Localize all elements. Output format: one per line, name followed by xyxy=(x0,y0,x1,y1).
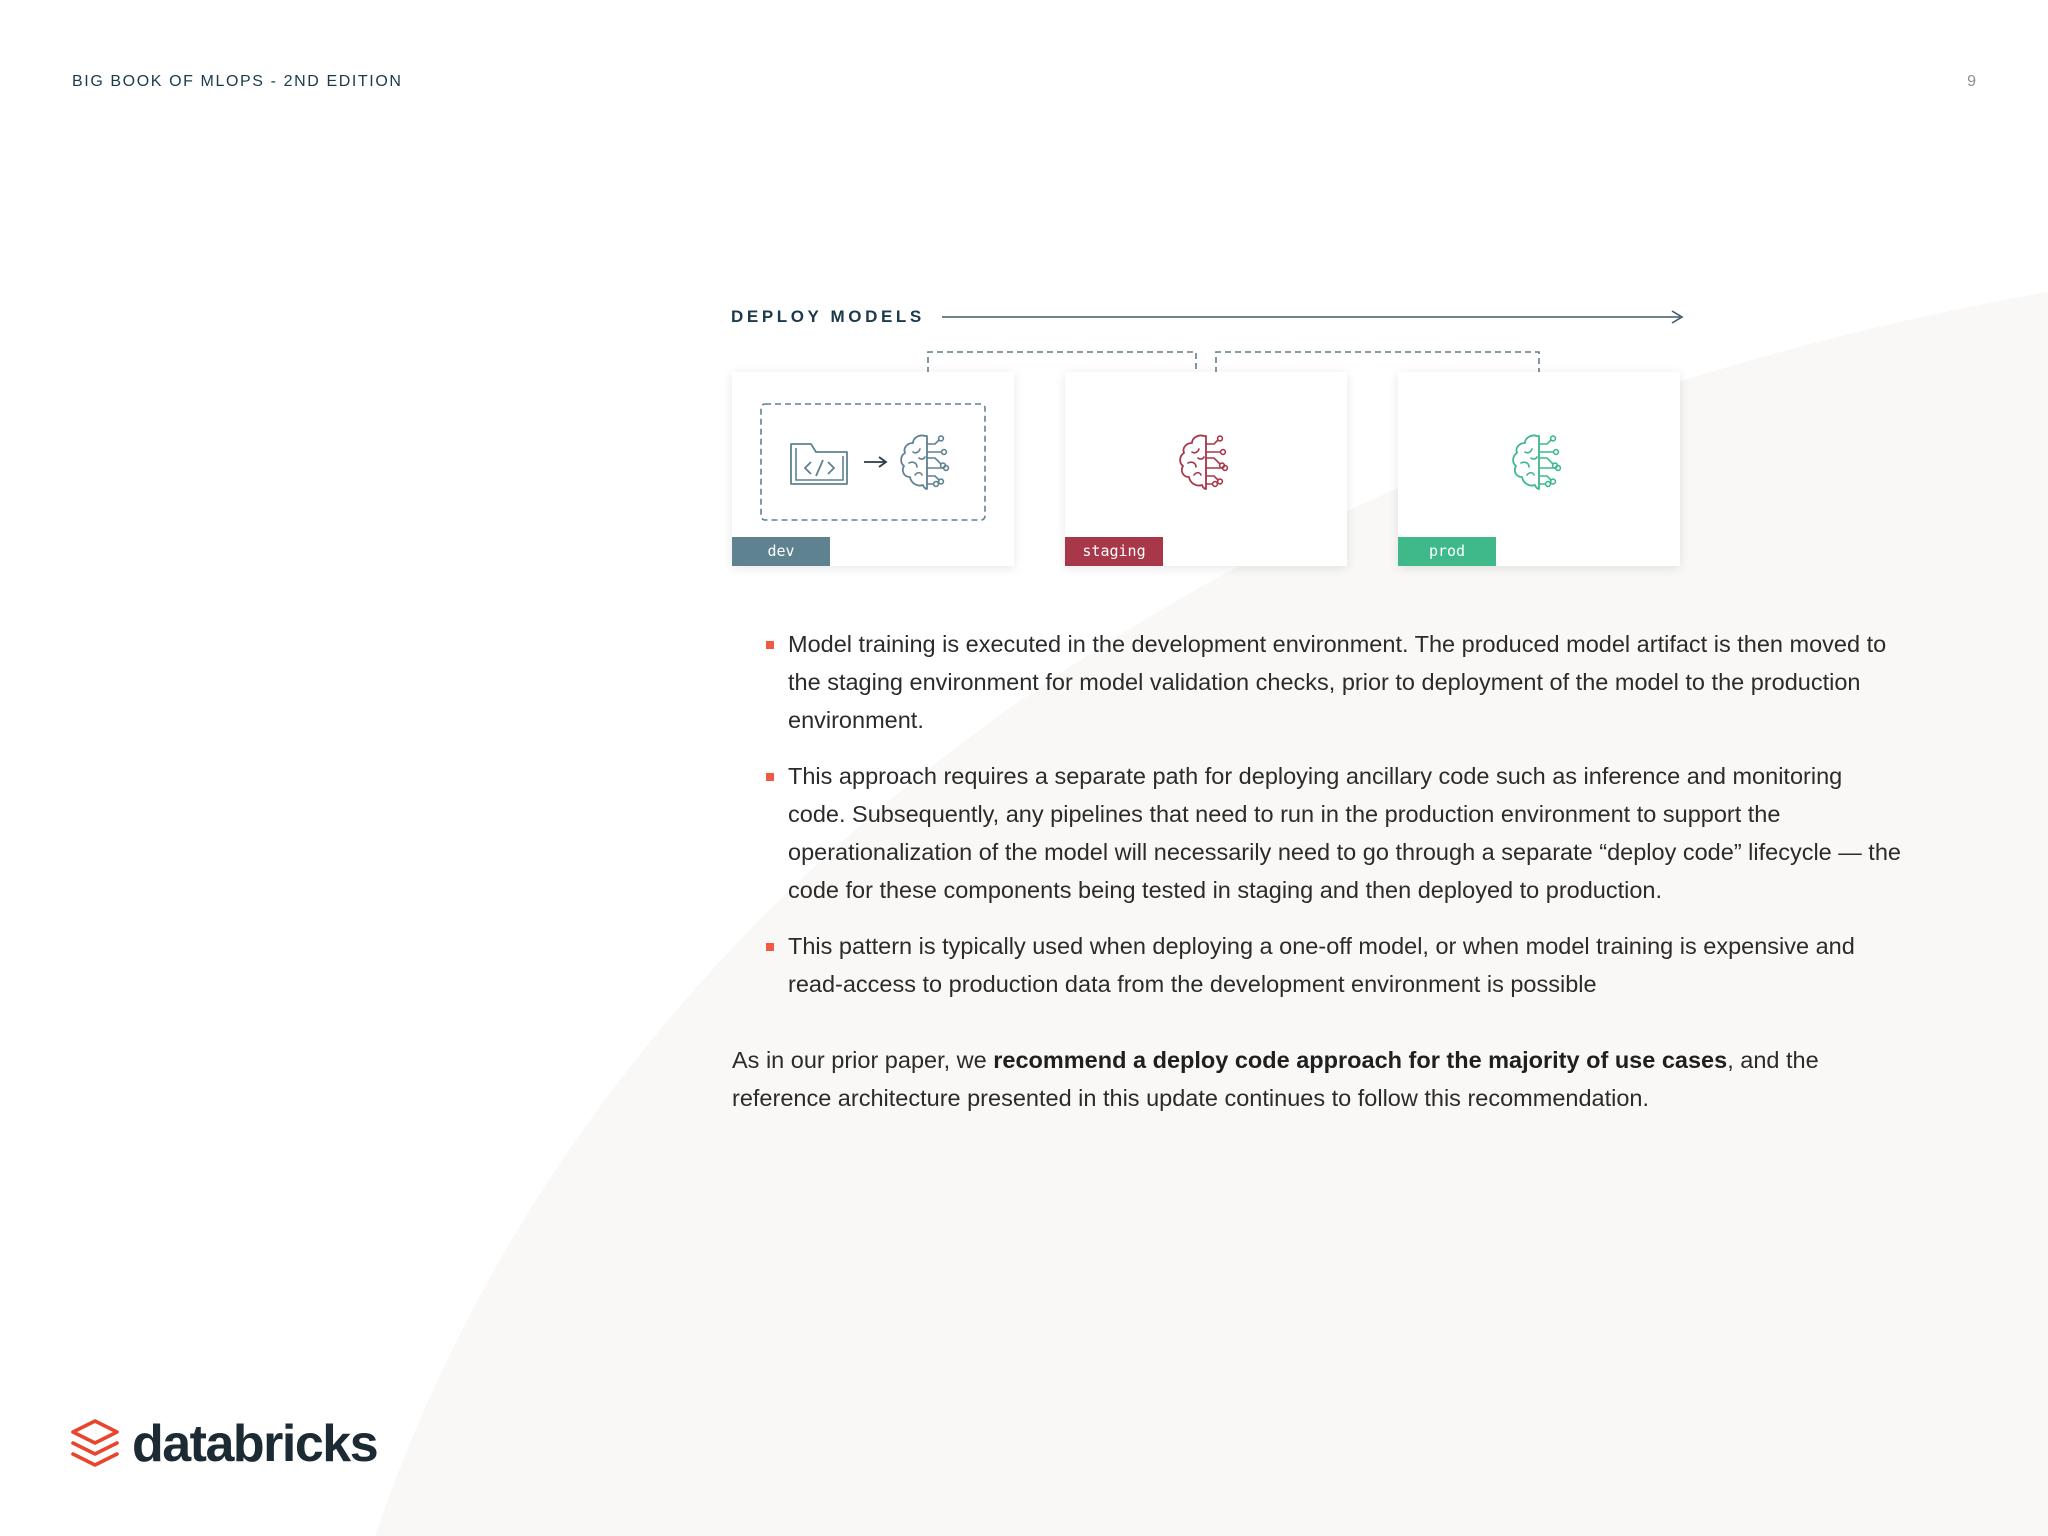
databricks-logo-text: databricks xyxy=(132,1415,378,1473)
staging-environment-card xyxy=(1065,372,1347,566)
env-tag-dev: dev xyxy=(732,537,830,566)
page-number: 9 xyxy=(1967,73,1976,90)
databricks-logo-icon xyxy=(70,1418,120,1470)
databricks-logo xyxy=(70,1415,378,1473)
arrow-right-icon xyxy=(863,455,889,469)
summary-text-before: As in our prior paper, we xyxy=(732,1047,994,1073)
flow-arrows xyxy=(0,0,2048,620)
bullet-square-icon xyxy=(766,773,774,781)
bullet-list xyxy=(732,625,1902,1003)
brain-icon xyxy=(1174,430,1238,494)
list-item xyxy=(788,927,1902,1003)
prod-environment-card xyxy=(1398,372,1680,566)
code-folder-icon xyxy=(788,436,850,488)
bullet-square-icon xyxy=(766,943,774,951)
brain-icon xyxy=(1507,430,1571,494)
summary-recommendation: recommend a deploy code approach for the majority of use cases xyxy=(993,1047,1728,1073)
bullet-text: Model training is executed in the development environment. The produced model artifact is then moved to the staging environment for model validation checks, prior to deployment of the model to the production environment. xyxy=(788,631,1887,733)
env-tag-prod: prod xyxy=(1398,537,1496,566)
dev-environment-card xyxy=(732,372,1014,566)
summary-paragraph xyxy=(732,1041,1902,1117)
list-item xyxy=(788,757,1902,909)
bullet-square-icon xyxy=(766,641,774,649)
brain-icon xyxy=(895,430,959,494)
deploy-models-diagram xyxy=(0,0,2048,620)
document-title: BIG BOOK OF MLOPS - 2ND EDITION xyxy=(72,73,403,90)
deploy-models-label: DEPLOY MODELS xyxy=(731,307,925,326)
summary-text-after: , and the reference architecture presented in this update continues to follow this recommendation. xyxy=(732,1047,1819,1111)
body-content xyxy=(732,625,1902,1117)
list-item xyxy=(788,625,1902,739)
bullet-text: This pattern is typically used when deploying a one-off model, or when model training is expensive and read-access to production data from the development environment is possible xyxy=(788,933,1855,997)
bullet-text: This approach requires a separate path for deploying ancillary code such as inference and monitoring code. Subsequently, any pipelines that need to run in the production environment to support the operationalization of the model will necessarily need to go through a separate “deploy code” lifecycle — the code for these components being tested in staging and then deployed to production. xyxy=(788,763,1901,903)
env-tag-staging: staging xyxy=(1065,537,1163,566)
